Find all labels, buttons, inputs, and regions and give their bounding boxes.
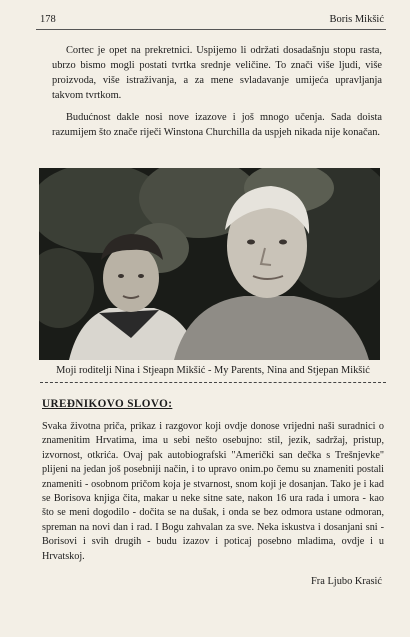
header-rule (36, 29, 386, 30)
photo-illustration (39, 168, 380, 360)
editor-section-text: Svaka životna priča, prikaz i razgovor koji ovdje donose vrijedni naši suradnici o znamenitim Hrvatima, ima u sebi nešto osebujno: stil, jezik, sadržaj, pristup, izvornost, otkrića. Ovaj pak autobiografski "Američki san dečka s Trešnjevke" plijeni na jedan još posebniji način, i to upravo onim.po čemu su znameniti postali znameniti - osobnom pričom koja je stvarnost, snom koji je dosanjan. Tako je i kad se Borisova knjiga čita, makar u neke sitne sate, nakon 16 ura rada i umora - kao što se meni dogodilo - dočita se na dušak, i onda se bez odmora ustane odmoran, spreman na novi dan i rad. I Bogu zahvalan za sve. Neka iskustva i dosanjani sni - Borisovi i svih drugih - budu izazov i poticaj posebno mladima, ovdje i u Hrvatskoj. (42, 421, 384, 562)
section-divider (40, 382, 386, 383)
paragraph-1: Cortec je opet na prekretnici. Uspijemo li održati dosadašnju stopu rasta, ubrzo bismo mogli postati tvrtka srednje veličine. To znači više ljudi, više proizvoda, više istraživanja, a za mene svladavanje umijeća upravljanja takvom tvrtkom. (52, 45, 382, 101)
running-author: Boris Mikšić (329, 14, 384, 25)
editor-signature: Fra Ljubo Krasić (311, 576, 382, 587)
editor-section-title: UREĐNIKOVO SLOVO: (42, 398, 173, 410)
page-number: 178 (40, 14, 56, 25)
photo-caption: Moji roditelji Nina i Stjeapn Mikšić - My Parents, Nina and Stjepan Mikšić (56, 365, 370, 376)
parents-photo (39, 168, 380, 360)
paragraph-2: Budućnost dakle nosi nove izazove i još mnogo učenja. Sada doista razumijem što znače riječi Winstona Churchilla da uspjeh nikada nije konačan. (52, 112, 382, 138)
